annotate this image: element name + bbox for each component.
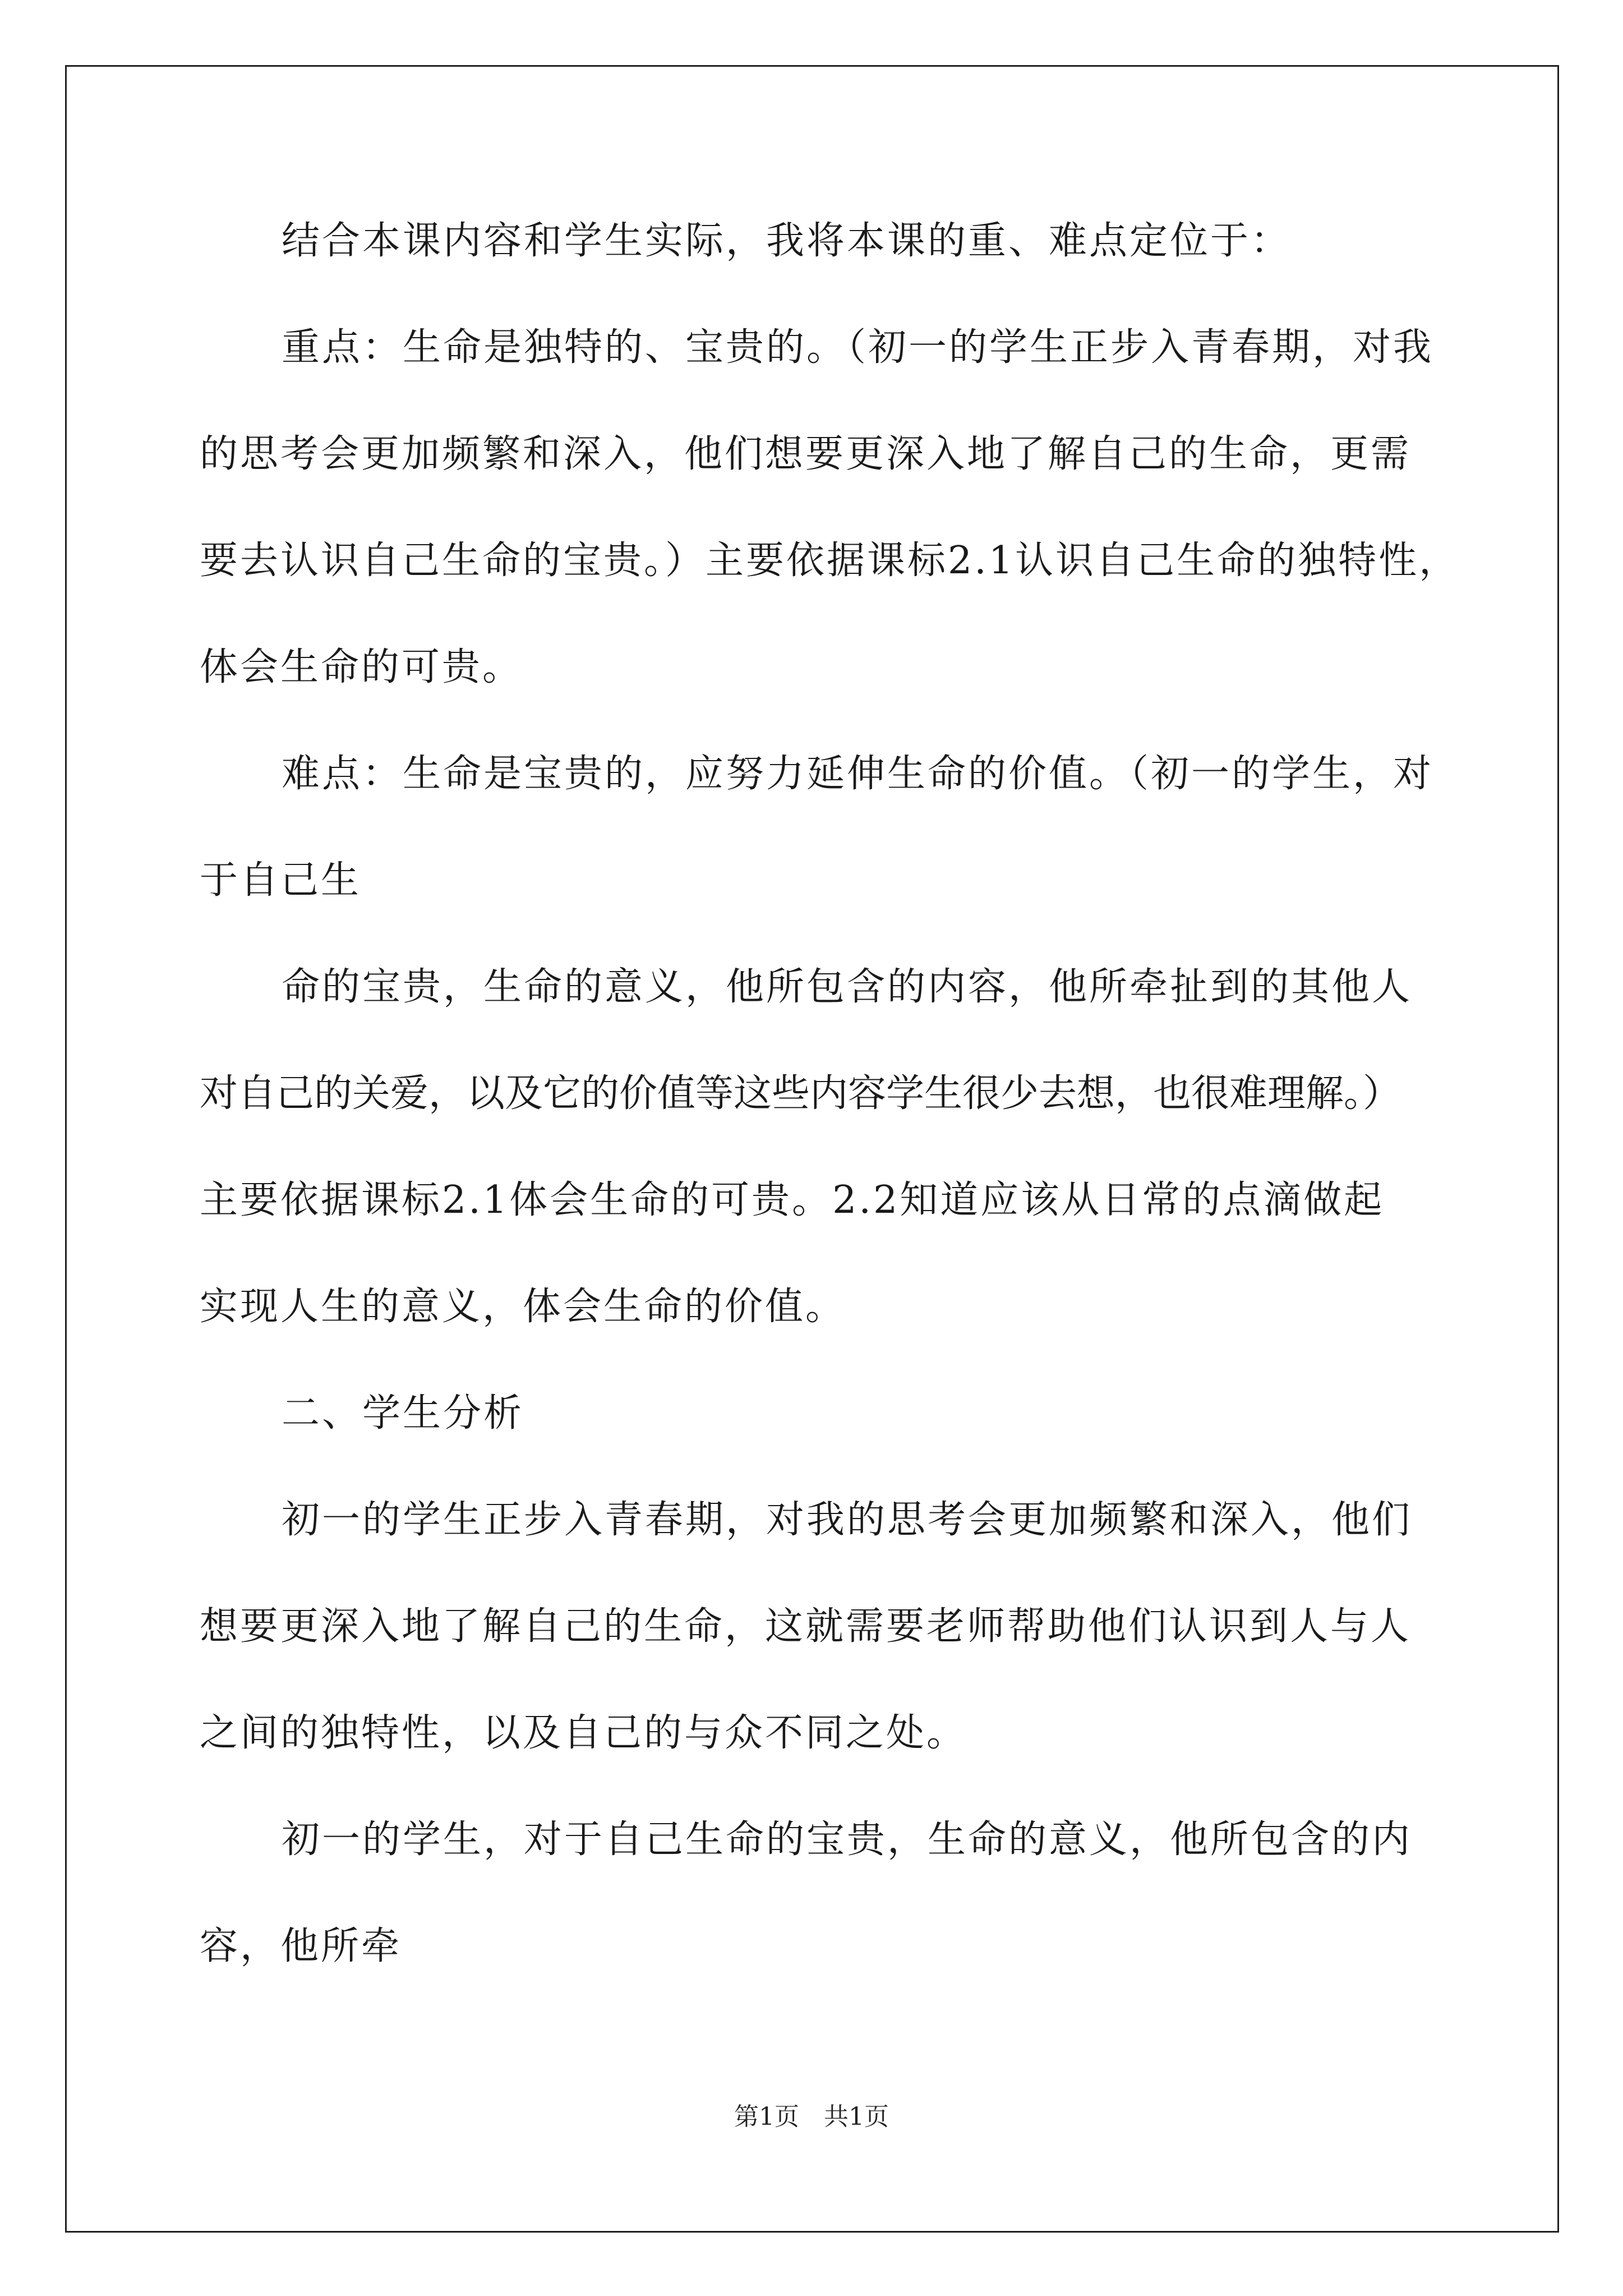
paragraph-line: 初一的学生正步入青春期，对我的思考会更加频繁和深入，他们: [282, 1498, 1413, 1542]
paragraph-line: 难点：生命是宝贵的，应努力延伸生命的价值。（初一的学生，对: [282, 752, 1434, 796]
page-footer: 第1页 共1页: [734, 2102, 889, 2131]
paragraph-line: 体会生命的可贵。: [200, 645, 523, 689]
paragraph-line: 想要更深入地了解自己的生命，这就需要老师帮助他们认识到人与人: [200, 1604, 1412, 1649]
paragraph-line: 要去认识自己生命的宝贵。）主要依据课标2.1认识自己生命的独特性，: [200, 539, 1460, 583]
paragraph-line: 的思考会更加频繁和深入，他们想要更深入地了解自己的生命，更需: [200, 432, 1412, 476]
paragraph-line: 容，他所牵: [200, 1924, 402, 1968]
paragraph-line: 命的宝贵，生命的意义，他所包含的内容，他所牵扯到的其他人: [282, 965, 1413, 1009]
page-border: [65, 65, 1559, 2233]
paragraph-line: 重点：生命是独特的、宝贵的。（初一的学生正步入青春期，对我: [282, 325, 1434, 370]
paragraph-line: 结合本课内容和学生实际，我将本课的重、难点定位于：: [282, 219, 1292, 263]
paragraph-line: 之间的独特性，以及自己的与众不同之处。: [200, 1711, 967, 1755]
section-heading: 二、学生分析: [282, 1391, 524, 1435]
paragraph-line: 对自己的关爱，以及它的价值等这些内容学生很少去想，也很难理解。）: [200, 1071, 1401, 1116]
paragraph-line: 初一的学生，对于自己生命的宝贵，生命的意义，他所包含的内: [282, 1818, 1413, 1862]
paragraph-line: 实现人生的意义，体会生命的价值。: [200, 1285, 846, 1329]
paragraph-line: 主要依据课标2.1体会生命的可贵。2.2知道应该从日常的点滴做起: [200, 1178, 1385, 1222]
paragraph-line: 于自己生: [200, 858, 362, 903]
